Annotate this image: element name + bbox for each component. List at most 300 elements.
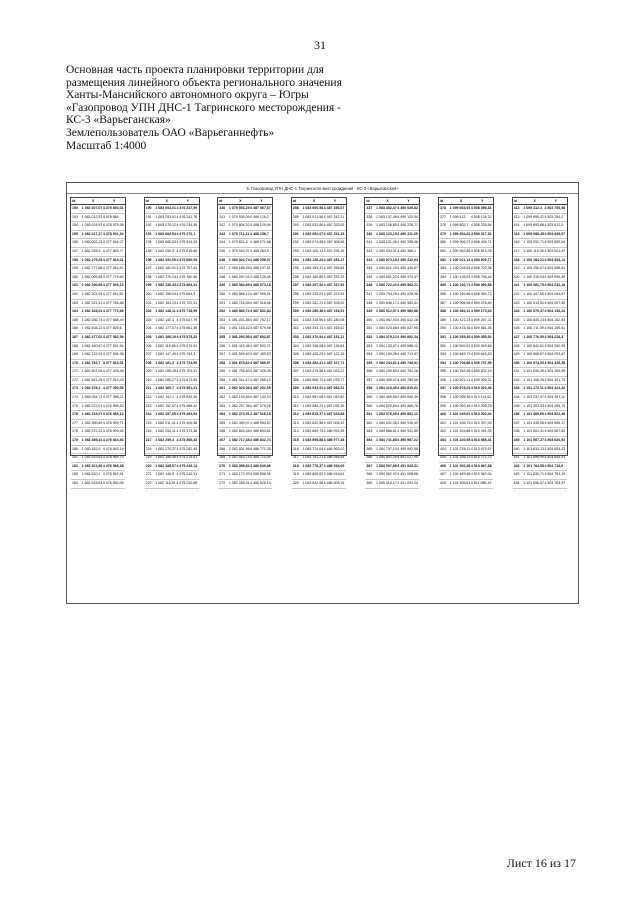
x-coordinate: 1 082 259,4 [155,438,174,443]
y-coordinate: 4 509 549,68 [470,343,492,348]
table-row [292,282,346,291]
point-id: 244 [219,240,226,245]
y-coordinate: 4 476 909,45 [102,429,124,434]
y-coordinate: 4 510 962,04 [470,472,492,477]
table-row [218,343,272,352]
header-cell: id [513,199,517,203]
table-row [513,360,567,369]
y-coordinate: 4 487 603,87 [250,334,271,339]
y-coordinate: 4 504 326,36 [544,360,566,365]
table-row [145,463,199,472]
point-id: 365 [366,446,373,451]
table-row [439,368,493,377]
x-coordinate: 1 083 778,37 [302,463,324,468]
point-id: 308 [292,377,299,382]
point-id: 380 [440,240,446,245]
x-coordinate: 1 084 355,07 [376,377,397,382]
y-coordinate: 4 510 397,09 [470,420,492,425]
table-row [218,265,272,274]
x-coordinate: 1 082 146,9 [155,472,174,477]
x-coordinate: 1 079 535,06 [228,214,250,219]
point-id: 199 [145,283,152,288]
table-row [513,420,567,429]
x-coordinate: 1 082 139,84 [228,395,250,400]
point-id: 379 [440,231,446,236]
table-row [218,274,272,283]
table-row [218,308,272,317]
y-coordinate: 4 477 784,88 [102,300,124,305]
x-coordinate: 1 083 058,62 [228,463,250,468]
x-coordinate: 1 084 465,58 [376,395,397,400]
y-coordinate: 4 475 664,3 [176,291,196,296]
point-id: 401 [440,420,446,425]
y-coordinate: 4 487 916,06 [250,300,271,305]
table-row [145,291,199,300]
point-id: 182 [72,463,78,468]
table-row [218,291,272,300]
point-id: 258 [219,360,226,365]
y-coordinate: 4 508 513,25 [470,248,492,253]
table-row [513,274,567,283]
x-coordinate: 1 082 177,07 [155,326,176,331]
table-row [439,454,493,463]
point-id: 265 [219,420,226,425]
x-coordinate: 1 081 292,56 [228,334,250,339]
y-coordinate: 4 486 905,15 [323,481,345,485]
y-coordinate: 4 508 056,81 [470,206,492,210]
y-coordinate: 4 508 609,77 [470,257,492,262]
x-coordinate: 1 100 052,71 [523,240,544,245]
y-coordinate: 4 490 840,39 [397,395,418,400]
point-id: 354 [366,352,373,357]
point-id: 405 [440,455,446,460]
table-row [439,274,493,283]
table-row [71,454,125,463]
y-coordinate: 4 487 020,88 [323,412,345,417]
table-row [218,446,272,455]
point-id: 171 [72,369,78,374]
x-coordinate: 1 082 136,43 [155,283,176,288]
table-row [513,282,567,291]
point-id: 396 [440,377,446,382]
table-row [218,231,272,240]
y-coordinate: 4 486 832,74 [250,438,271,443]
table-row [218,334,272,343]
point-id: 163 [72,300,78,305]
y-coordinate: 4 487 252,43 [323,274,345,279]
table-row [218,437,272,446]
table-row [439,248,493,257]
y-coordinate: 4 508 890,58 [470,283,492,288]
y-coordinate: 4 490 528,96 [397,291,418,296]
coordinate-column [217,197,273,485]
y-coordinate: 4 490 713,57 [397,352,418,357]
x-coordinate: 1 082 265,18 [155,369,176,374]
point-id: 198 [145,274,152,279]
point-id: 315 [292,438,299,443]
header-cell: X [91,199,95,203]
point-id: 256 [219,343,226,348]
y-coordinate: 4 490 311,39 [397,231,418,236]
point-id: 348 [366,300,373,305]
y-coordinate: 4 487 180,08 [323,317,345,322]
point-id: 399 [440,403,446,408]
y-coordinate: 4 510 020,46 [470,386,492,391]
point-id: 179 [72,438,78,443]
table-row [145,480,199,489]
table-row [145,248,199,257]
table-row [292,343,346,352]
y-coordinate: 4 491 043,31 [397,463,418,468]
point-id: 245 [219,248,226,253]
y-coordinate: 4 475 400,38 [176,420,198,425]
y-coordinate: 4 508 796,44 [470,274,492,279]
x-coordinate: 1 082 116,81 [155,481,176,485]
header-cell: id [440,199,444,203]
x-coordinate: 1 084 631,36 [376,420,397,425]
x-coordinate: 1 100 821,11 [449,377,471,382]
y-coordinate: 4 490 225,77 [397,223,418,228]
point-id: 424 [513,309,520,314]
x-coordinate: 1 101 303,83 [523,403,544,408]
x-coordinate: 1 083 515,63 [81,481,103,485]
point-id: 176 [72,412,78,417]
point-id: 160 [72,274,78,279]
point-id: 174 [72,395,78,400]
x-coordinate: 1 083 681,22 [376,274,397,279]
x-coordinate: 1 084 741,88 [376,438,397,443]
table-row [513,265,567,274]
x-coordinate: 1 079 831,4 [228,240,248,245]
column-header [365,198,419,205]
x-coordinate: 1 083 805,52 [302,472,324,477]
table-row [71,411,125,420]
x-coordinate: 1 083 270,12 [155,223,176,228]
x-coordinate: 1 082 182,01 [155,266,176,271]
point-id: 167 [72,334,78,339]
y-coordinate: 4 490 992,58 [397,446,418,451]
x-coordinate: 1 100 935,36 [449,395,471,400]
point-id: 408 [440,481,446,485]
point-id: 221 [145,472,152,477]
y-coordinate: 4 477 949,19 [102,283,124,288]
x-coordinate: 1 079 940,97 [228,248,250,253]
point-id: 377 [440,214,446,219]
table-row [145,394,199,403]
y-coordinate: 4 487 107,71 [323,360,345,365]
x-coordinate: 1 082 807,06 [81,369,103,374]
table-row [145,411,199,420]
table-row [71,257,125,266]
heading-line: КС-3 «Варьеганская» [66,114,171,127]
y-coordinate: 4 476 247,99 [176,206,198,210]
y-coordinate: 4 475 463,54 [176,412,198,417]
table-row [145,446,199,455]
point-id: 438 [513,429,520,434]
y-coordinate: 4 487 093,22 [323,369,345,374]
table-row [218,411,272,420]
point-id: 250 [219,291,226,296]
table-row [145,214,199,223]
x-coordinate: 1 084 520,84 [376,403,397,408]
x-coordinate: 1 083 289,38 [302,309,324,314]
point-id: 433 [513,386,520,391]
x-coordinate: 1 082 321,41 [81,300,103,305]
y-coordinate: 4 504 260,99 [544,343,566,348]
table-row [218,351,272,360]
y-coordinate: 4 487 208,92 [323,300,345,305]
x-coordinate: 1 101 698,99 [523,455,544,460]
y-coordinate: 4 487 350,07 [323,206,345,210]
header-cell: Y [554,199,557,203]
table-row [145,351,199,360]
y-coordinate: 4 475 707,63 [176,266,198,271]
x-coordinate: 1 100 078,53 [449,266,471,271]
table-row [439,463,493,472]
y-coordinate: 4 491 068,68 [397,472,418,477]
table-row [439,377,493,386]
x-coordinate: 1 080 715,05 [228,300,250,305]
point-id: 366 [366,455,373,460]
y-coordinate: 4 475 579,91 [176,343,198,348]
x-coordinate: 1 083 479,58 [302,369,324,374]
table-row [439,471,493,480]
table-row [365,308,419,317]
point-id: 302 [292,326,299,331]
table-row [439,214,493,223]
point-id: 350 [366,317,373,322]
y-coordinate: 4 503 812,2 [544,223,564,228]
y-coordinate: 4 504 653,23 [544,446,566,451]
y-coordinate: 4 503 966,81 [544,266,566,271]
x-coordinate: 1 079 604,32 [228,223,250,228]
x-coordinate: 1 083 080,03 [155,240,176,245]
table-row [71,291,125,300]
x-coordinate: 1 083 100,13 [302,248,324,253]
heading-line: размещения линейного объекта регионального значения [66,76,342,89]
point-id: 191 [145,214,152,219]
x-coordinate: 1 083 642,56 [302,420,324,425]
x-coordinate: 1 101 435,55 [523,420,544,425]
x-coordinate: 1 079 553,29 [228,206,250,210]
table-row [439,403,493,412]
sheet-label: Лист 16 из 17 [506,856,576,870]
table-row [145,437,199,446]
x-coordinate: 1 082 578,2 [81,386,101,391]
x-coordinate: 1 083 013,56 [302,214,324,219]
point-id: 217 [145,438,152,443]
x-coordinate: 1 100 250,07 [523,266,544,271]
x-coordinate: 1 084 686,61 [376,429,397,434]
y-coordinate: 4 490 386,1 [397,248,416,253]
table-row [365,454,419,463]
y-coordinate: 4 509 078,89 [470,300,492,305]
y-coordinate: 4 477 368,21 [102,395,124,400]
table-row [513,248,567,257]
header-cell: Y [260,199,263,203]
x-coordinate: 1 101 163,86 [449,429,471,434]
y-coordinate: 4 508 984,73 [470,291,492,296]
point-id: 436 [513,412,520,417]
header-cell: Y [333,199,337,203]
table-row [145,368,199,377]
header-cell: id [219,199,223,203]
point-id: 364 [366,438,373,443]
table-row [218,300,272,309]
point-id: 180 [72,446,78,451]
point-id: 360 [366,403,373,408]
y-coordinate: 4 487 136,64 [323,343,345,348]
x-coordinate: 1 100 711,09 [523,326,544,331]
x-coordinate: 1 082 945,74 [228,455,250,460]
x-coordinate: 1 082 336,74 [81,317,103,322]
y-coordinate: 4 478 878,98 [102,223,124,228]
y-coordinate: 4 508 225,84 [470,223,492,228]
point-id: 240 [219,206,226,210]
point-id: 416 [513,240,520,245]
table-row [513,471,567,480]
y-coordinate: 4 504 032,18 [544,283,566,288]
point-id: 297 [292,283,299,288]
table-row [439,231,493,240]
table-row [71,274,125,283]
point-id: 357 [366,377,373,382]
table-row [439,394,493,403]
y-coordinate: 4 511 056,19 [470,481,492,485]
y-coordinate: 4 488 283,5 [250,248,269,253]
figure-title: 5. Газопровод УПН ДНС-1 Тагринского месторождения - КС-3 «Варьеганская» [67,183,578,194]
y-coordinate: 4 487 202,55 [250,386,271,391]
x-coordinate: 1 084 079,12 [376,334,397,339]
y-coordinate: 4 504 391,73 [544,377,566,382]
point-id: 435 [513,403,520,408]
point-id: 181 [72,455,78,460]
y-coordinate: 4 477 513,29 [102,377,124,382]
table-row [218,368,272,377]
point-id: 407 [440,472,446,477]
table-row [71,385,125,394]
point-id: 183 [72,472,78,477]
y-coordinate: 4 503 901,47 [544,248,566,253]
y-coordinate: 4 487 140,93 [250,395,271,400]
x-coordinate: 1 083 846,17 [376,300,397,305]
y-coordinate: 4 487 265,12 [250,377,271,382]
x-coordinate: 1 099 988,45 [523,231,544,236]
y-coordinate: 4 504 522,48 [544,412,566,417]
y-coordinate: 4 490 688,12 [397,343,418,348]
table-row [513,334,567,343]
point-id: 369 [366,481,373,485]
x-coordinate: 1 082 192,05 [155,257,176,262]
x-coordinate: 1 100 306,98 [449,300,471,305]
point-id: 387 [440,300,446,305]
table-row [71,231,125,240]
coordinate-column [512,197,568,485]
y-coordinate: 4 504 195,61 [544,326,566,331]
y-coordinate: 4 504 424,42 [544,386,566,391]
table-row [439,411,493,420]
y-coordinate: 4 475 647,79 [176,317,198,322]
table-row [292,334,346,343]
point-id: 415 [513,231,520,236]
y-coordinate: 4 509 643,83 [470,352,492,357]
table-row [292,205,346,214]
y-coordinate: 4 476 843,19 [102,446,124,451]
y-coordinate: 4 487 049,82 [323,395,345,400]
x-coordinate: 1 082 480,42 [81,343,103,348]
y-coordinate: 4 477 591,54 [102,343,124,348]
y-coordinate: 4 477 596,98 [102,352,124,357]
x-coordinate: 1 082 373,91 [228,412,250,417]
table-row [365,428,419,437]
y-coordinate: 4 475 800,93 [176,257,198,262]
table-row [71,325,125,334]
heading-line: Землепользователь ОАО «Варьеганнефть» [66,126,275,139]
table-row [292,325,346,334]
point-id: 241 [219,214,226,219]
y-coordinate: 4 475 703,01 [176,369,198,374]
point-id: 444 [513,481,520,485]
y-coordinate: 4 504 130,24 [544,309,566,314]
y-coordinate: 4 491 017,95 [397,455,418,460]
table-row [513,239,567,248]
table-row [218,471,272,480]
point-id: 346 [366,283,373,288]
point-id: 391 [440,334,446,339]
table-row [292,437,346,446]
table-row [218,360,272,369]
x-coordinate: 1 082 717,38 [228,438,250,443]
x-coordinate: 1 082 158,04 [155,291,176,296]
x-coordinate: 1 100 184,21 [523,257,544,262]
x-coordinate: 1 100 513,51 [523,300,544,305]
point-id: 200 [145,291,152,296]
point-id: 437 [513,420,520,425]
table-row [292,377,346,386]
x-coordinate: 1 083 031,86 [302,223,324,228]
y-coordinate: 4 504 064,87 [544,291,566,296]
x-coordinate: 1 082 277,88 [81,266,103,271]
table-row [71,428,125,437]
x-coordinate: 1 083 832,68 [302,481,324,485]
table-row [218,282,272,291]
table-row [439,257,493,266]
table-row [292,360,346,369]
table-row [365,480,419,489]
point-id: 406 [440,463,446,468]
table-row [71,403,125,412]
table-row [439,437,493,446]
y-coordinate: 4 477 605,6 [102,326,122,331]
point-id: 390 [440,326,446,331]
point-id: 158 [72,257,78,262]
y-coordinate: 4 503 784,2 [544,214,564,219]
heading-line: «Газопровод УПН ДНС-1 Тагринского месторождения - [66,101,341,114]
x-coordinate: 1 100 592,61 [449,343,471,348]
x-coordinate: 1 083 004,01 [155,206,176,210]
header-cell: X [165,199,168,203]
table-row [365,368,419,377]
table-row [365,231,419,240]
x-coordinate: 1 082 017,27 [81,231,103,236]
point-id: 397 [440,386,446,391]
table-row [218,428,272,437]
y-coordinate: 4 477 779,69 [102,274,124,279]
y-coordinate: 4 490 916,49 [397,420,418,425]
table-row [365,248,419,257]
table-row [365,317,419,326]
x-coordinate: 1 083 521,66 [81,463,103,468]
